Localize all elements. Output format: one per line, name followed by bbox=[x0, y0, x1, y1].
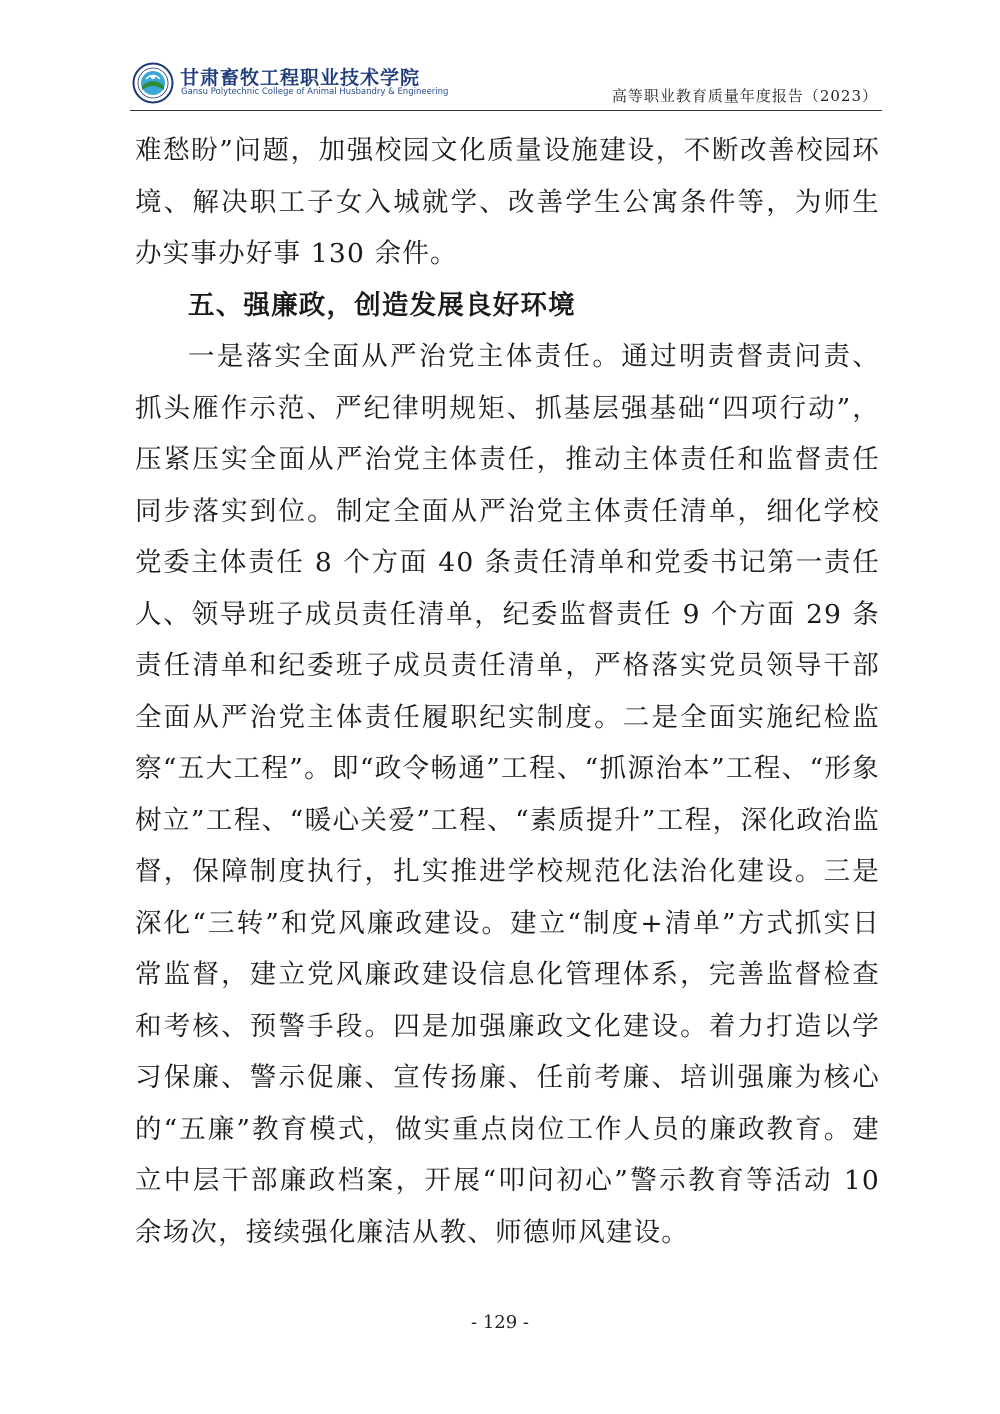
school-name-cn: 甘肃畜牧工程职业技术学院 bbox=[180, 67, 421, 89]
school-emblem-icon bbox=[132, 62, 174, 104]
continuation-paragraph: 难愁盼”问题，加强校园文化质量设施建设，不断改善校园环境、解决职工子女入城就学、改善学生公寓条件等，为师生办实事办好事 130 余件。 bbox=[135, 135, 880, 269]
page-header bbox=[130, 55, 880, 111]
school-name-en: Gansu Polytechnic College of Animal Husbandry & Engineering bbox=[181, 87, 449, 97]
page-content bbox=[135, 125, 880, 1258]
main-paragraph: 一是落实全面从严治党主体责任。通过明责督责问责、抓头雁作示范、严纪律明规矩、抓基层强基础“四项行动”，压紧压实全面从严治党主体责任，推动主体责任和监督责任同步落实到位。制定全面从严治党主体责任清单，细化学校党委主体责任 8 个方面 40 条责任清单和党委书记第一责任人、领导班子成员责任清单，纪委监督责任 9 个方面 29 条责任清单和纪委班子成员责任清单，严格落实党员领导干部全面从严治党主体责任履职纪实制度。二是全面实施纪检监察“五大工程”。即“政令畅通”工程、“抓源治本”工程、“形象树立”工程、“暖心关爱”工程、“素质提升”工程，深化政治监督，保障制度执行，扎实推进学校规范化法治化建设。三是深化“三转”和党风廉政建设。建立“制度+清单”方式抓实日常监督，建立党风廉政建设信息化管理体系，完善监督检查和考核、预警手段。四是加强廉政文化建设。着力打造以学习保廉、警示促廉、宣传扬廉、任前考廉、培训强廉为核心的“五廉”教育模式，做实重点岗位工作人员的廉政教育。建立中层干部廉政档案，开展“叩问初心”警示教育等活动 10 余场次，接续强化廉洁从教、师德师风建设。 bbox=[135, 341, 880, 1248]
report-title: 高等职业教育质量年度报告（2023） bbox=[611, 87, 878, 105]
page-number: - 129 - bbox=[471, 1312, 529, 1333]
section-heading: 五、强廉政，创造发展良好环境 bbox=[188, 289, 576, 321]
header-divider bbox=[130, 110, 882, 111]
